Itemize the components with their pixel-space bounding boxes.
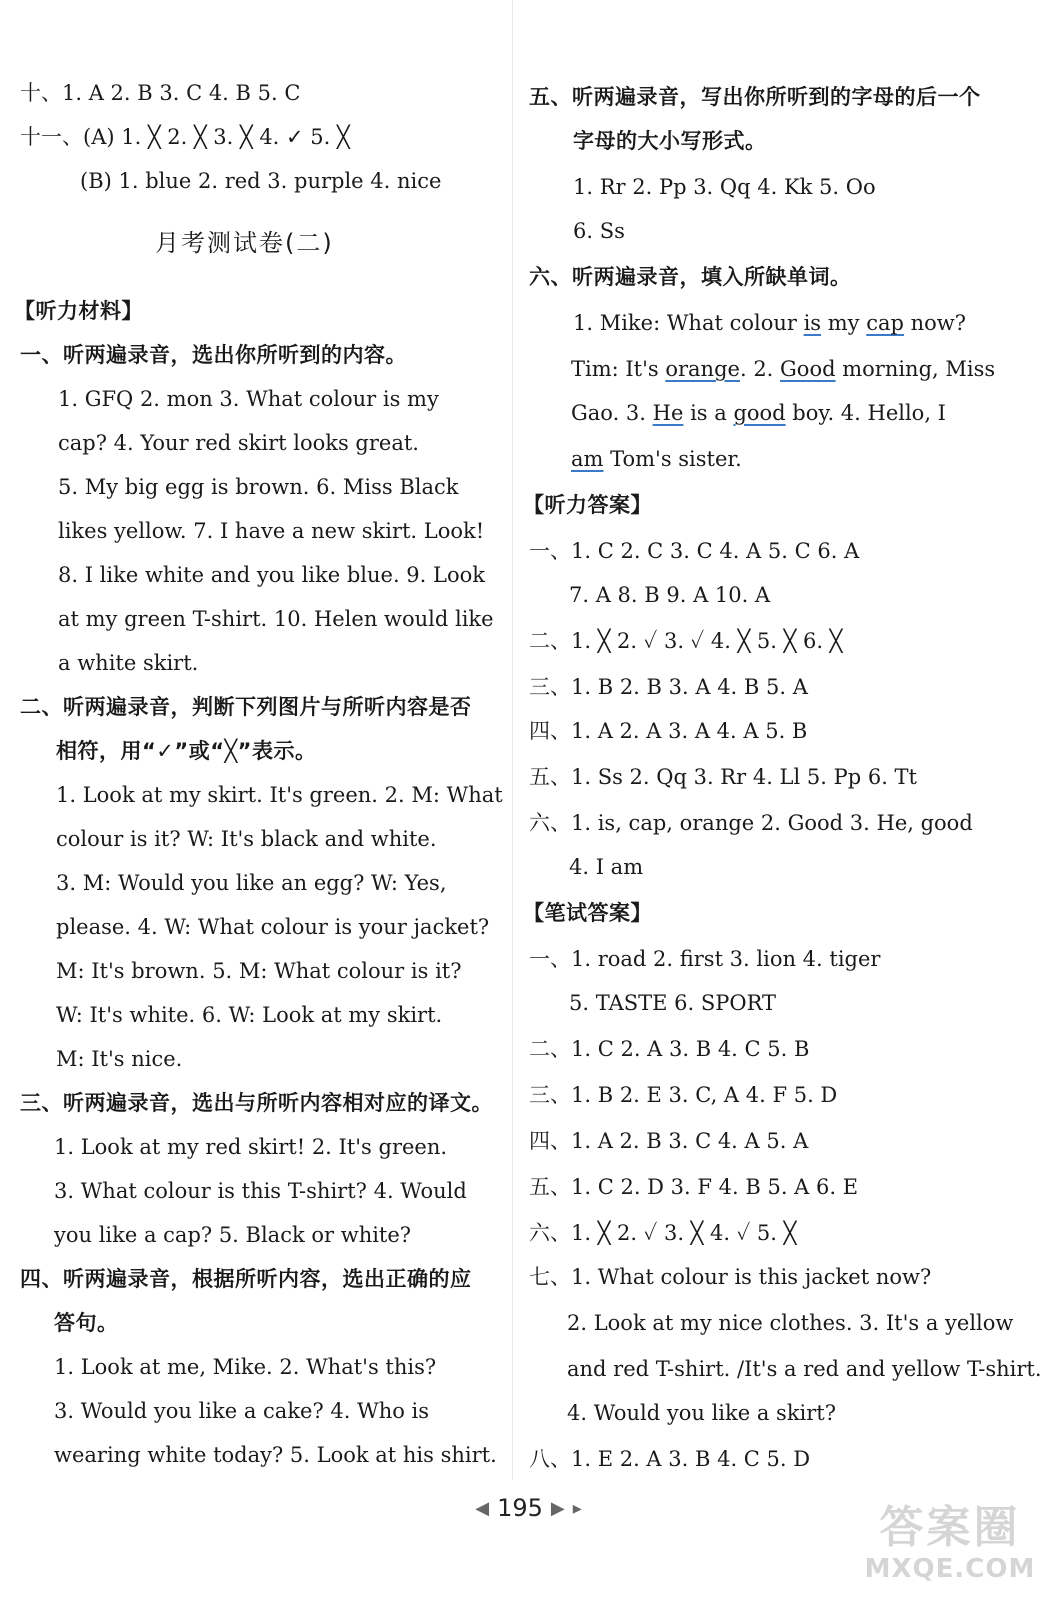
answer-line: 五、1. C 2. D 3. F 4. B 5. A 6. E bbox=[529, 1175, 859, 1199]
question-heading-3: 三、听两遍录音，选出与所听内容相对应的译文。 bbox=[20, 1091, 493, 1115]
text: morning, Miss bbox=[835, 357, 996, 381]
heading-listening-answers: 【听力答案】 bbox=[523, 493, 652, 517]
material-line: wearing white today? 5. Look at his shirt. bbox=[54, 1443, 497, 1467]
material-line: please. 4. W: What colour is your jacket? bbox=[56, 915, 490, 939]
answer-line: 六、1. ╳ 2. ✓ 3. ╳ 4. ✓ 5. ╳ bbox=[529, 1221, 797, 1245]
answer-line: 4. Would you like a skirt? bbox=[567, 1401, 836, 1425]
question-heading-2-cont: 相符，用“✓”或“╳”表示。 bbox=[56, 739, 317, 763]
material-line: 1. Look at my red skirt! 2. It's green. bbox=[54, 1135, 448, 1159]
answer-line: 四、1. A 2. A 3. A 4. A 5. B bbox=[529, 719, 808, 743]
material-line: 6. Ss bbox=[573, 219, 625, 243]
material-line: you like a cap? 5. Black or white? bbox=[54, 1223, 412, 1247]
text: 1. Mike: What colour bbox=[573, 311, 804, 335]
question-heading-5: 五、听两遍录音，写出你所听到的字母的后一个 bbox=[529, 85, 981, 109]
material-line: M: It's brown. 5. M: What colour is it? bbox=[56, 959, 462, 983]
section-title: 月考测试卷(二) bbox=[155, 229, 334, 257]
answer-line: and red T-shirt. /It's a red and yellow T-shirt. bbox=[567, 1357, 1042, 1381]
text: my bbox=[821, 311, 867, 335]
heading-listening-material: 【听力材料】 bbox=[14, 299, 143, 323]
heading-written-answers: 【笔试答案】 bbox=[523, 901, 652, 925]
question-heading-4-cont: 答句。 bbox=[54, 1311, 119, 1335]
answer-line: 5. TASTE 6. SPORT bbox=[569, 991, 777, 1015]
answer-line: 六、1. is, cap, orange 2. Good 3. He, good bbox=[529, 811, 973, 835]
left-arrow-icon: ◀ bbox=[475, 1497, 490, 1519]
answer-line: 三、1. B 2. B 3. A 4. B 5. A bbox=[529, 675, 808, 699]
text: Tim: It's bbox=[571, 357, 666, 381]
answer-line: 2. Look at my nice clothes. 3. It's a yellow bbox=[567, 1311, 1014, 1335]
material-line: 8. I like white and you like blue. 9. Look bbox=[58, 563, 485, 587]
material-line: 3. What colour is this T-shirt? 4. Would bbox=[54, 1179, 467, 1203]
material-line: 1. Rr 2. Pp 3. Qq 4. Kk 5. Oo bbox=[573, 175, 876, 199]
answer-line: 四、1. A 2. B 3. C 4. A 5. A bbox=[529, 1129, 809, 1153]
filled-word: is bbox=[803, 311, 822, 335]
text: boy. 4. Hello, I bbox=[785, 401, 946, 425]
material-line: W: It's white. 6. W: Look at my skirt. bbox=[56, 1003, 443, 1027]
material-line: 3. M: Would you like an egg? W: Yes, bbox=[56, 871, 447, 895]
material-line: 5. My big egg is brown. 6. Miss Black bbox=[58, 475, 459, 499]
answer-line: 五、1. Ss 2. Qq 3. Rr 4. Ll 5. Pp 6. Tt bbox=[529, 765, 917, 789]
text: . 2. bbox=[739, 357, 781, 381]
small-right-arrow-icon: ▸ bbox=[572, 1497, 582, 1519]
fill-line-1 bbox=[573, 308, 966, 338]
filled-word: He bbox=[652, 401, 684, 425]
material-line: 3. Would you like a cake? 4. Who is bbox=[54, 1399, 430, 1423]
answer-line: 7. A 8. B 9. A 10. A bbox=[569, 583, 771, 607]
answer-line: 八、1. E 2. A 3. B 4. C 5. D bbox=[529, 1447, 811, 1471]
fill-line-2 bbox=[571, 354, 995, 384]
material-line: colour is it? W: It's black and white. bbox=[56, 827, 437, 851]
filled-word: good bbox=[733, 401, 786, 425]
text: Tom's sister. bbox=[603, 447, 742, 471]
material-line: at my green T-shirt. 10. Helen would like bbox=[58, 607, 494, 631]
answer-line: 一、1. road 2. first 3. lion 4. tiger bbox=[529, 947, 881, 971]
material-line: 1. Look at me, Mike. 2. What's this? bbox=[54, 1355, 437, 1379]
material-line: 1. Look at my skirt. It's green. 2. M: What bbox=[56, 783, 503, 807]
watermark bbox=[855, 1502, 1045, 1594]
filled-word: Good bbox=[780, 357, 836, 381]
answer-line: 三、1. B 2. E 3. C, A 4. F 5. D bbox=[529, 1083, 838, 1107]
answer-line-10: 十、1. A 2. B 3. C 4. B 5. C bbox=[20, 81, 301, 105]
watermark-logo-text: 答案圈 bbox=[879, 1502, 1021, 1553]
material-line: 1. GFQ 2. mon 3. What colour is my bbox=[58, 387, 439, 411]
text: is a bbox=[683, 401, 734, 425]
page-number: 195 bbox=[497, 1494, 543, 1522]
watermark-url: MXQE.COM bbox=[864, 1554, 1036, 1584]
question-heading-1: 一、听两遍录音，选出你所听到的内容。 bbox=[20, 343, 407, 367]
answer-line: 4. I am bbox=[569, 855, 644, 879]
material-line: M: It's nice. bbox=[56, 1047, 183, 1071]
question-heading-4: 四、听两遍录音，根据所听内容，选出正确的应 bbox=[20, 1267, 472, 1291]
material-line: a white skirt. bbox=[58, 651, 199, 675]
filled-word: am bbox=[571, 447, 604, 471]
right-arrow-icon: ▶ bbox=[550, 1497, 565, 1519]
filled-word: orange bbox=[665, 357, 740, 381]
filled-word: cap bbox=[866, 311, 904, 335]
answer-line: 一、1. C 2. C 3. C 4. A 5. C 6. A bbox=[529, 539, 860, 563]
answer-line-11b: (B) 1. blue 2. red 3. purple 4. nice bbox=[80, 169, 442, 193]
answer-line: 二、1. C 2. A 3. B 4. C 5. B bbox=[529, 1037, 810, 1061]
question-heading-2: 二、听两遍录音，判断下列图片与所听内容是否 bbox=[20, 695, 472, 719]
question-heading-6: 六、听两遍录音，填入所缺单词。 bbox=[529, 265, 852, 289]
text: now? bbox=[903, 311, 967, 335]
answer-line: 二、1. ╳ 2. ✓ 3. ✓ 4. ╳ 5. ╳ 6. ╳ bbox=[529, 629, 843, 653]
answer-line-11a: 十一、(A) 1. ╳ 2. ╳ 3. ╳ 4. ✓ 5. ╳ bbox=[20, 125, 350, 149]
question-heading-5-cont: 字母的大小写形式。 bbox=[573, 129, 767, 153]
material-line: likes yellow. 7. I have a new skirt. Look! bbox=[58, 519, 485, 543]
column-divider bbox=[512, 0, 513, 1480]
answer-line: 七、1. What colour is this jacket now? bbox=[529, 1265, 932, 1289]
fill-line-3 bbox=[571, 398, 946, 428]
material-line: cap? 4. Your red skirt looks great. bbox=[58, 431, 419, 455]
text: Gao. 3. bbox=[571, 401, 653, 425]
fill-line-4 bbox=[571, 444, 742, 474]
